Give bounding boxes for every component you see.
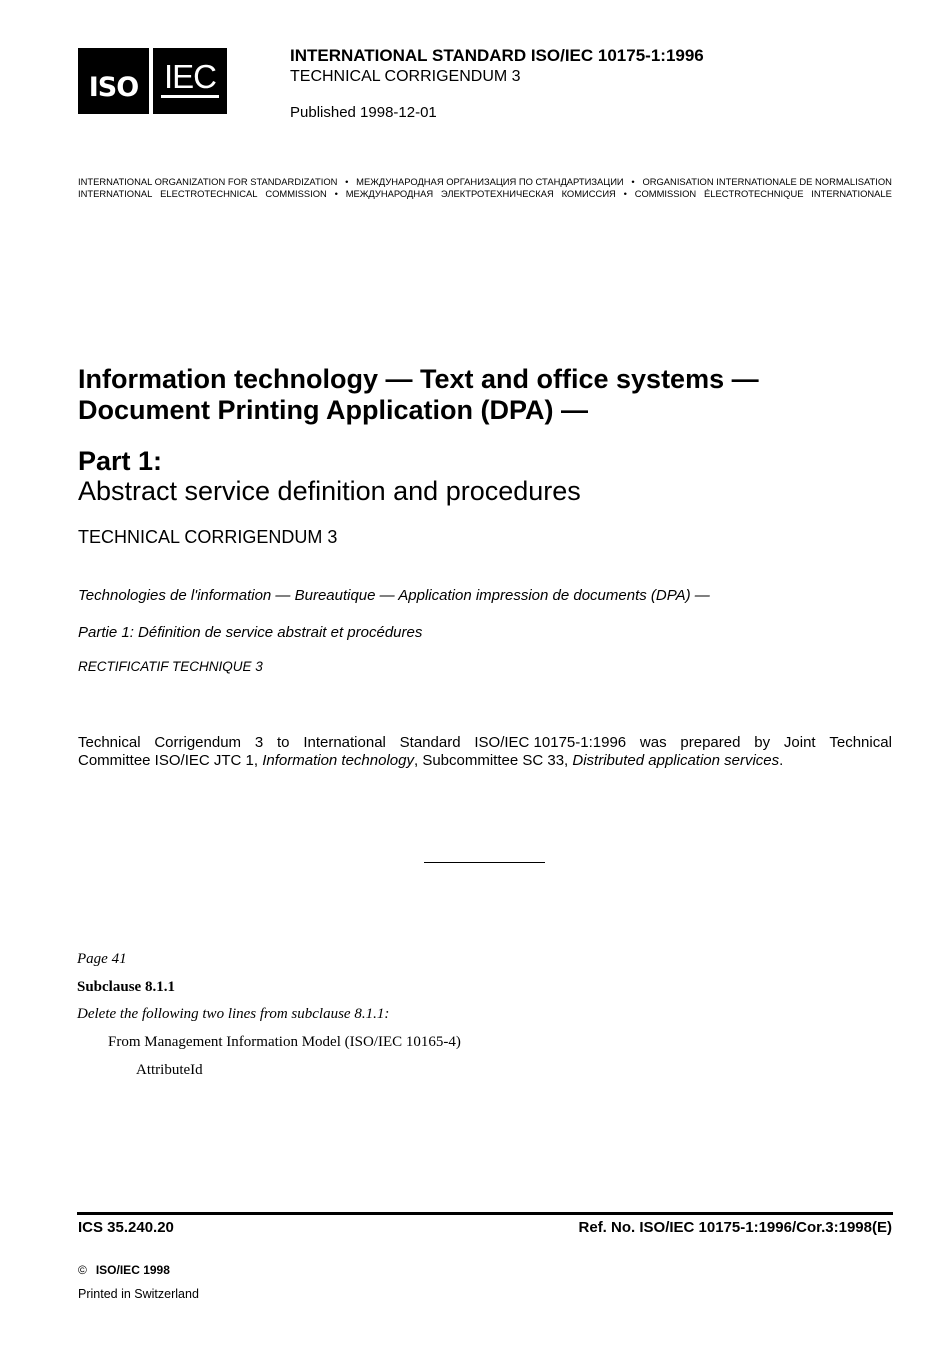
french-title: Technologies de l'information — Bureautique — Application impression de documents (DPA) — bbox=[78, 587, 710, 604]
intro-word: Standard bbox=[399, 734, 461, 751]
part-label: Part 1: bbox=[78, 446, 163, 476]
corrigendum-label: TECHNICAL CORRIGENDUM 3 bbox=[78, 527, 338, 547]
deleted-line-2: AttributeId bbox=[136, 1062, 203, 1078]
footer-rule bbox=[77, 1212, 893, 1215]
org-word: ÉLECTROTECHNIQUE bbox=[703, 188, 804, 199]
document-title bbox=[78, 364, 759, 426]
ics-code: ICS 35.240.20 bbox=[78, 1219, 174, 1236]
copyright-symbol: © bbox=[78, 1263, 87, 1277]
intro-paragraph bbox=[78, 734, 892, 770]
subclause-heading: Subclause 8.1.1 bbox=[77, 979, 175, 995]
part-name: Abstract service definition and procedures bbox=[78, 476, 581, 506]
french-part: Partie 1: Définition de service abstrait et procédures bbox=[78, 624, 423, 641]
bullet: • bbox=[623, 188, 627, 199]
deleted-line-1: From Management Information Model (ISO/IEC 10165-4) bbox=[108, 1034, 461, 1050]
separator-line bbox=[424, 862, 545, 863]
org-word: КОМИССИЯ bbox=[561, 188, 616, 199]
publication-date: Published 1998-12-01 bbox=[290, 104, 437, 121]
title-line-2: Document Printing Application (DPA) — bbox=[78, 395, 588, 425]
org-word: COMMISSION bbox=[265, 188, 327, 199]
intro-word: International bbox=[303, 734, 386, 751]
intro-word: to bbox=[277, 734, 290, 751]
printed-in: Printed in Switzerland bbox=[78, 1287, 199, 1301]
intro-italic: Distributed application services bbox=[572, 752, 780, 769]
reference-number: Ref. No. ISO/IEC 10175-1:1996/Cor.3:1998(E) bbox=[578, 1219, 892, 1236]
standard-title: INTERNATIONAL STANDARD ISO/IEC 10175-1:1996 bbox=[290, 46, 704, 65]
french-corrigendum: RECTIFICATIF TECHNIQUE 3 bbox=[78, 659, 263, 674]
copyright-text: ISO/IEC 1998 bbox=[95, 1263, 170, 1277]
iec-logo-text: IEC bbox=[163, 58, 216, 95]
page-reference: Page 41 bbox=[77, 951, 127, 967]
org-text: МЕЖДУНАРОДНАЯ ОРГАНИЗАЦИЯ ПО СТАНДАРТИЗАЦИИ bbox=[356, 176, 624, 187]
iso-logo bbox=[78, 48, 149, 114]
organization-line-iso bbox=[78, 176, 892, 187]
organization-line-iec bbox=[78, 188, 892, 199]
intro-word: ISO/IEC 10175-1:1996 bbox=[474, 734, 627, 751]
org-word: INTERNATIONAL bbox=[78, 188, 153, 199]
copyright bbox=[78, 1263, 170, 1277]
org-word: COMMISSION bbox=[634, 188, 697, 199]
intro-line-2 bbox=[78, 752, 892, 770]
intro-italic: Information technology bbox=[262, 752, 414, 769]
instruction-text: Delete the following two lines from subclause 8.1.1: bbox=[77, 1006, 390, 1022]
bullet: • bbox=[631, 176, 635, 187]
title-line-1: Information technology — Text and office systems — bbox=[78, 364, 759, 394]
org-word: ЭЛЕКТРОТЕХНИЧЕСКАЯ bbox=[440, 188, 554, 199]
org-text: ORGANISATION INTERNATIONALE DE NORMALISATION bbox=[642, 176, 892, 187]
intro-word: by bbox=[754, 734, 771, 751]
intro-text: Committee ISO/IEC JTC 1, bbox=[78, 752, 263, 769]
intro-line-1 bbox=[78, 734, 892, 752]
intro-word: prepared bbox=[680, 734, 741, 751]
intro-word: Technical bbox=[78, 734, 141, 751]
standard-subtitle: TECHNICAL CORRIGENDUM 3 bbox=[290, 68, 521, 85]
intro-text: , Subcommittee SC 33, bbox=[413, 752, 573, 769]
intro-text: . bbox=[779, 752, 784, 769]
intro-word: Technical bbox=[829, 734, 892, 751]
iso-logo-text: ISO bbox=[88, 71, 139, 103]
intro-word: 3 bbox=[254, 734, 264, 751]
bullet: • bbox=[345, 176, 349, 187]
org-word: INTERNATIONALE bbox=[811, 188, 892, 199]
bullet: • bbox=[334, 188, 338, 199]
intro-word: was bbox=[639, 734, 667, 751]
org-text: INTERNATIONAL ORGANIZATION FOR STANDARDIZATION bbox=[78, 176, 338, 187]
org-word: МЕЖДУНАРОДНАЯ bbox=[345, 188, 434, 199]
intro-word: Joint bbox=[783, 734, 816, 751]
iec-logo bbox=[153, 48, 227, 114]
org-word: ELECTROTECHNICAL bbox=[160, 188, 258, 199]
intro-word: Corrigendum bbox=[154, 734, 242, 751]
